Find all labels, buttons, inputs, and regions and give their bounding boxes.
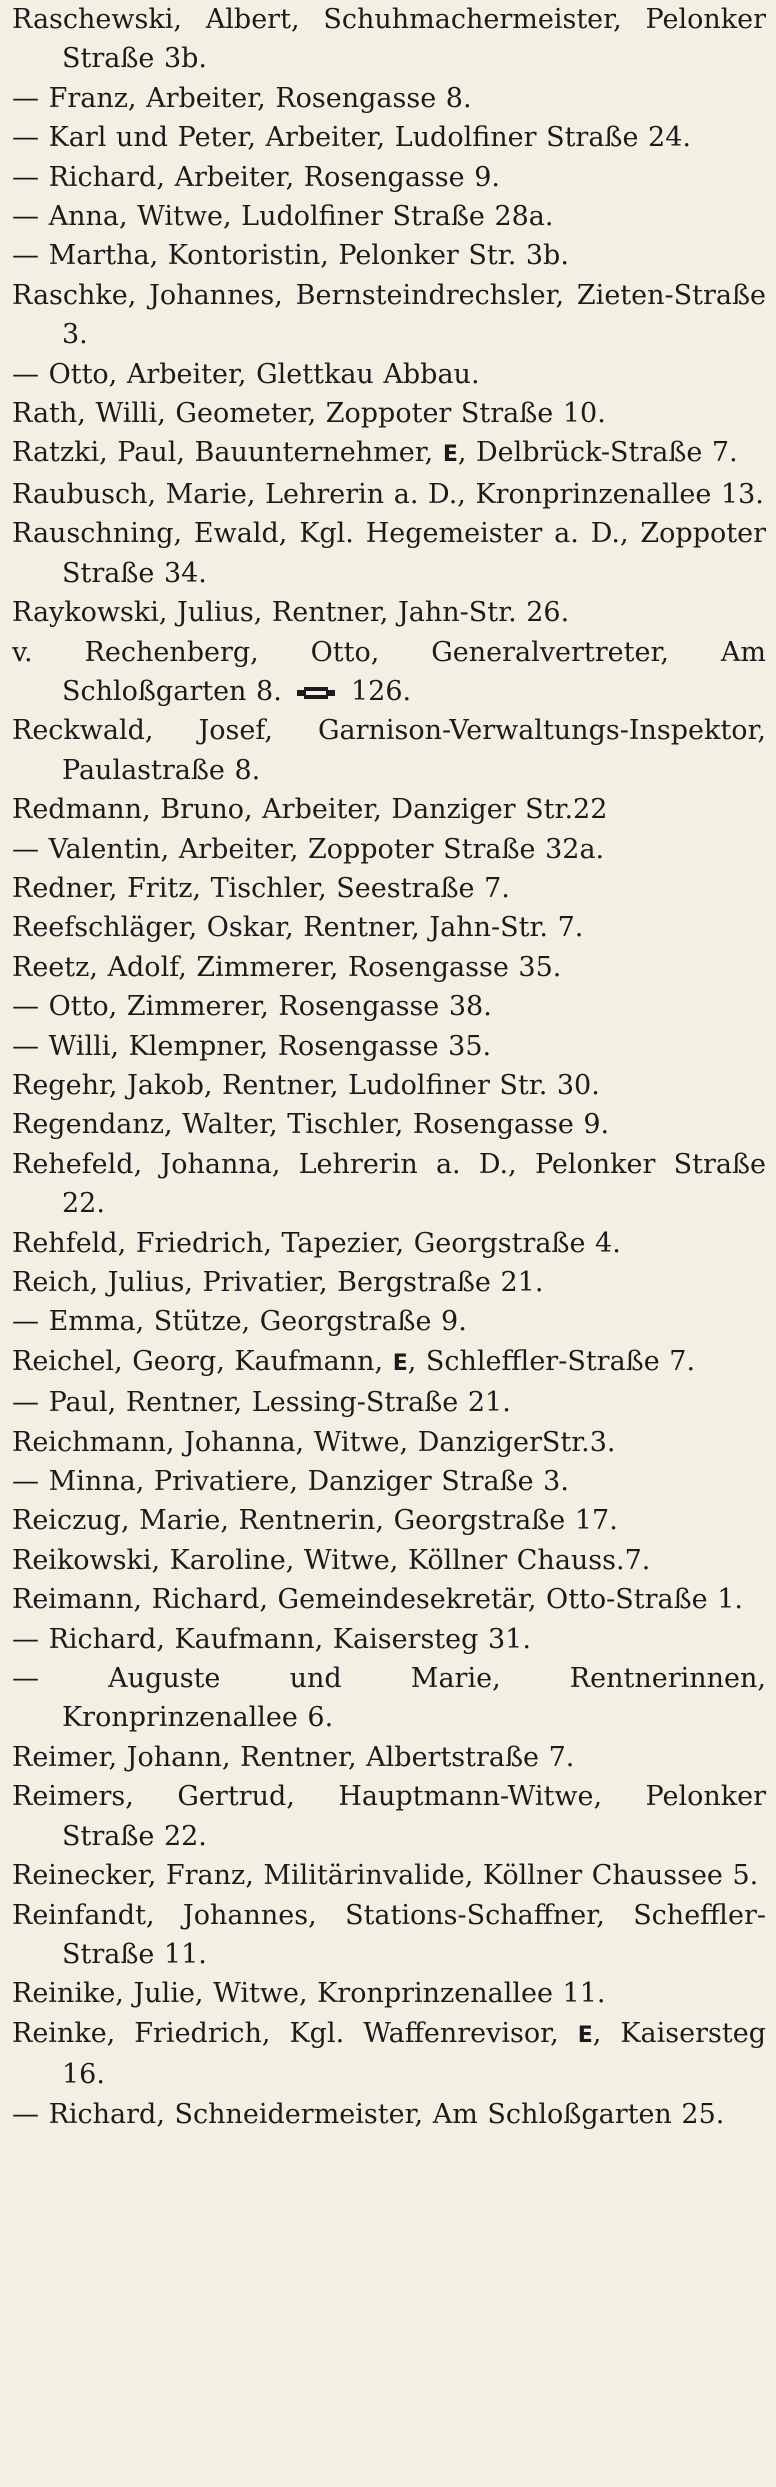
directory-entry: — Emma, Stütze, Georgstraße 9. xyxy=(12,1306,467,1338)
directory-entry: Raykowski, Julius, Rentner, Jahn-Str. 26. xyxy=(12,597,570,629)
e-marker: E xyxy=(442,442,458,468)
directory-entry: Redner, Fritz, Tischler, Seestraße 7. xyxy=(12,872,510,904)
directory-entry: Reikowski, Karoline, Witwe, Köllner Chauss.7. xyxy=(12,1544,651,1576)
directory-entry: Regendanz, Walter, Tischler, Rosengasse 9. xyxy=(12,1109,610,1141)
directory-entries xyxy=(12,0,766,2134)
directory-entry: Raubusch, Marie, Lehrerin a. D., Kronprinzenallee 13. xyxy=(12,478,764,510)
directory-entry: Raschewski, Albert, Schuhmachermeister, Pelonker Straße 3b. xyxy=(12,4,766,75)
directory-entry: — Otto, Zimmerer, Rosengasse 38. xyxy=(12,991,492,1023)
directory-entry: Regehr, Jakob, Rentner, Ludolfiner Str. 30. xyxy=(12,1069,600,1101)
directory-entry: Reimer, Johann, Rentner, Albertstraße 7. xyxy=(12,1741,575,1773)
directory-entry: — Paul, Rentner, Lessing-Straße 21. xyxy=(12,1387,511,1419)
directory-entry: — Richard, Kaufmann, Kaisersteg 31. xyxy=(12,1623,531,1655)
directory-entry: Reiczug, Marie, Rentnerin, Georgstraße 17. xyxy=(12,1505,618,1537)
directory-entry: — Valentin, Arbeiter, Zoppoter Straße 32a. xyxy=(12,833,605,865)
directory-entry: Reich, Julius, Privatier, Bergstraße 21. xyxy=(12,1267,544,1298)
telephone-icon xyxy=(295,683,337,703)
directory-entry: Reetz, Adolf, Zimmerer, Rosengasse 35. xyxy=(12,951,562,983)
directory-entry: — Anna, Witwe, Ludolfiner Straße 28a. xyxy=(12,201,554,233)
directory-entry: Rehfeld, Friedrich, Tapezier, Georgstraße 4. xyxy=(12,1227,621,1259)
directory-entry: Reinecker, Franz, Militärinvalide, Köllner Chaussee 5. xyxy=(12,1860,759,1892)
directory-entry: Rauschning, Ewald, Kgl. Hegemeister a. D., Zoppoter Straße 34. xyxy=(12,518,766,589)
e-marker: E xyxy=(577,2022,593,2048)
directory-entry: Reinfandt, Johannes, Stations-Schaffner, Scheffler-Straße 11. xyxy=(12,1899,766,1970)
directory-entry: — Otto, Arbeiter, Glettkau Abbau. xyxy=(12,358,480,390)
directory-entry: Raschke, Johannes, Bernsteindrechsler, Zieten-Straße 3. xyxy=(12,279,766,351)
directory-entry: — Karl und Peter, Arbeiter, Ludolfiner Straße 24. xyxy=(12,122,691,154)
directory-entry: Reimann, Richard, Gemeindesekretär, Otto-Straße 1. xyxy=(12,1584,743,1616)
directory-entry: Reichmann, Johanna, Witwe, DanzigerStr.3. xyxy=(12,1426,616,1458)
directory-entry: Reichel, Georg, Kaufmann, E, Schleffler-Straße 7. xyxy=(12,1345,696,1377)
directory-entry: — Franz, Arbeiter, Rosengasse 8. xyxy=(12,82,472,114)
directory-entry: — Minna, Privatiere, Danziger Straße 3. xyxy=(12,1466,569,1498)
directory-entry: — Auguste und Marie, Rentnerinnen, Kronprinzenallee 6. xyxy=(12,1663,766,1734)
directory-entry: — Richard, Arbeiter, Rosengasse 9. xyxy=(12,161,500,193)
directory-entry: Redmann, Bruno, Arbeiter, Danziger Str.22 xyxy=(12,794,608,826)
directory-entry: Rath, Willi, Geometer, Zoppoter Straße 10. xyxy=(12,398,606,430)
directory-entry: Reckwald, Josef, Garnison-Verwaltungs-Inspektor, Paulastraße 8. xyxy=(12,715,766,786)
directory-entry: Ratzki, Paul, Bauunternehmer, E, Delbrück-Straße 7. xyxy=(12,437,738,469)
directory-entry: Rehefeld, Johanna, Lehrerin a. D., Pelonker Straße 22. xyxy=(12,1148,766,1220)
directory-entry: — Martha, Kontoristin, Pelonker Str. 3b. xyxy=(12,240,569,272)
directory-entry: v. Rechenberg, Otto, Generalvertreter, Am Schloßgarten 8. 126. xyxy=(12,636,766,707)
e-marker: E xyxy=(392,1350,408,1376)
directory-entry: — Willi, Klempner, Rosengasse 35. xyxy=(12,1030,492,1062)
directory-entry: Reefschläger, Oskar, Rentner, Jahn-Str. 7. xyxy=(12,912,584,944)
directory-entry: Reimers, Gertrud, Hauptmann-Witwe, Pelonker Straße 22. xyxy=(12,1781,766,1852)
directory-entry: Reinke, Friedrich, Kgl. Waffenrevisor, E, Kaisersteg 16. xyxy=(12,2017,767,2091)
directory-entry: — Richard, Schneidermeister, Am Schloßgarten 25. xyxy=(12,2098,725,2130)
directory-entry: Reinike, Julie, Witwe, Kronprinzenallee 11. xyxy=(12,1978,606,2010)
